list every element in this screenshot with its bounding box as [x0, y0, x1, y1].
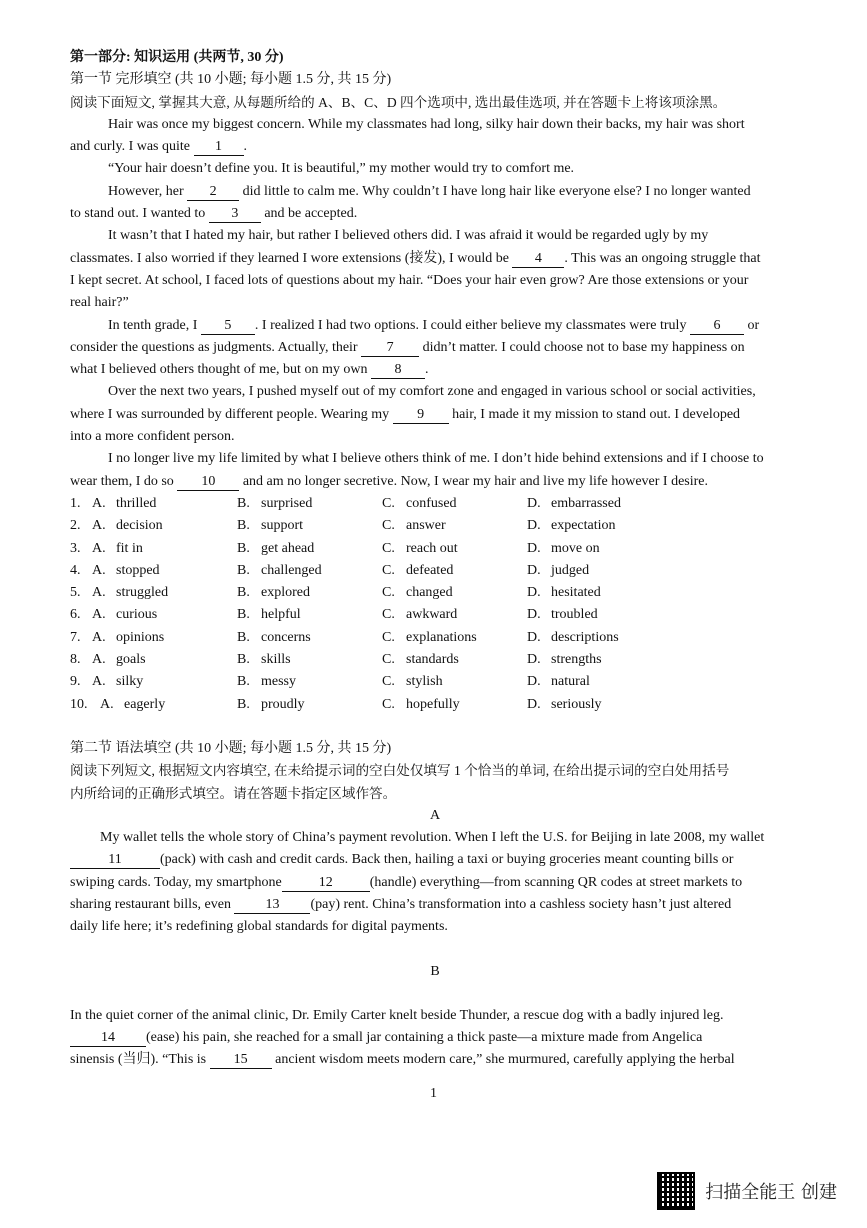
paragraph	[70, 114, 800, 136]
blank-9: 9	[393, 407, 449, 424]
option-c	[382, 627, 527, 649]
option-text: embarrassed	[551, 495, 621, 511]
option-text: troubled	[551, 607, 598, 623]
text: didn’t matter. I could choose not to base my happiness on	[419, 339, 745, 355]
text: My wallet tells the whole story of China’s payment revolution. When I left the U.S. for Beijing in late 2008, my wallet	[100, 830, 765, 846]
option-letter: D.	[527, 607, 541, 623]
blank-4: 4	[512, 251, 564, 268]
option-a	[92, 515, 237, 537]
option-text: skills	[261, 652, 291, 668]
option-row	[70, 538, 800, 560]
option-letter: D.	[527, 696, 541, 712]
text: and am no longer secretive. Now, I wear my hair and live my life however I desire.	[239, 473, 709, 489]
blank-12: 12	[282, 875, 370, 892]
option-text: expectation	[551, 518, 616, 534]
option-row	[70, 671, 800, 693]
passage-a-label: A	[429, 807, 441, 823]
section2-instructions-line2: 内所给词的正确形式填空。请在答题卡指定区域作答。	[70, 785, 397, 801]
option-d	[527, 694, 672, 716]
option-b	[237, 493, 382, 515]
option-letter: B.	[237, 629, 250, 645]
option-letter: C.	[382, 562, 395, 578]
text: .	[424, 362, 429, 378]
option-letter: D.	[527, 585, 541, 601]
text: real hair?”	[70, 295, 129, 311]
option-b	[237, 604, 382, 626]
option-letter: D.	[527, 518, 541, 534]
question-number: 9.	[70, 674, 81, 690]
option-letter: C.	[382, 629, 395, 645]
option-letter: D.	[527, 540, 541, 556]
option-text: struggled	[116, 585, 169, 601]
option-letter: A.	[92, 629, 106, 645]
option-d	[527, 582, 672, 604]
paragraph	[70, 158, 800, 180]
blank-3: 3	[209, 206, 261, 223]
paragraph	[70, 448, 800, 470]
option-row	[70, 627, 800, 649]
paragraph-line	[70, 404, 800, 426]
text: sinensis (当归). “This is	[70, 1052, 210, 1068]
paragraph-line	[70, 872, 800, 894]
section1-title: 第一节 完形填空 (共 10 小题; 每小题 1.5 分, 共 15 分)	[70, 72, 392, 88]
option-row	[70, 493, 800, 515]
text: or	[743, 317, 760, 333]
option-a	[92, 493, 237, 515]
option-letter: B.	[237, 607, 250, 623]
qr-code-icon	[657, 1172, 695, 1210]
option-text: move on	[551, 540, 600, 556]
option-row	[70, 515, 800, 537]
paragraph-line	[70, 1049, 800, 1071]
option-letter: B.	[237, 540, 250, 556]
option-text: fit in	[116, 540, 143, 556]
option-text: curious	[116, 607, 158, 623]
option-row	[70, 560, 800, 582]
option-c	[382, 538, 527, 560]
text: consider the questions as judgments. Actually, their	[70, 339, 362, 355]
option-text: goals	[116, 652, 146, 668]
text: .	[243, 139, 247, 155]
question-number: 2.	[70, 518, 81, 534]
section2-title: 第二节 语法填空 (共 10 小题; 每小题 1.5 分, 共 15 分)	[70, 740, 392, 756]
passage-b-label: B	[430, 963, 440, 979]
question-number: 4.	[70, 562, 81, 578]
question-number: 1.	[70, 495, 81, 511]
option-letter: C.	[382, 674, 395, 690]
option-c	[382, 694, 527, 716]
option-text: explored	[261, 585, 310, 601]
blank-1: 1	[194, 139, 244, 156]
text: and curly. I was quite	[70, 139, 194, 155]
paragraph-line	[70, 849, 800, 871]
option-a	[92, 604, 237, 626]
option-letter: D.	[527, 652, 541, 668]
text: hair, I made it my mission to stand out. I developed	[448, 406, 741, 422]
option-text: proudly	[261, 696, 305, 712]
question-number: 8.	[70, 652, 81, 668]
option-letter: A.	[100, 696, 114, 712]
option-text: natural	[551, 674, 590, 690]
text: where I was surrounded by different people. Wearing my	[70, 406, 393, 422]
grammar-passage-a	[70, 827, 800, 938]
option-a	[92, 671, 237, 693]
text: (handle) everything—from scanning QR codes at street markets to	[369, 874, 743, 890]
question-number: 5.	[70, 585, 81, 601]
option-c	[382, 604, 527, 626]
paragraph-line	[70, 270, 800, 292]
blank-11: 11	[70, 852, 160, 869]
paragraph-line	[70, 248, 800, 270]
text: wear them, I do so	[70, 473, 178, 489]
option-b	[237, 560, 382, 582]
option-letter: B.	[237, 562, 250, 578]
option-letter: A.	[92, 540, 106, 556]
paragraph-line	[70, 1027, 800, 1049]
option-text: answer	[406, 518, 446, 534]
option-a	[92, 649, 237, 671]
option-text: hesitated	[551, 585, 601, 601]
paragraph	[70, 1005, 800, 1027]
paragraph	[70, 827, 800, 849]
question-number: 6.	[70, 607, 81, 623]
option-row	[70, 582, 800, 604]
options-list	[70, 493, 800, 716]
option-letter: C.	[382, 495, 395, 511]
option-text: surprised	[261, 495, 313, 511]
option-text: silky	[116, 674, 144, 690]
option-d	[527, 560, 672, 582]
option-letter: D.	[527, 674, 541, 690]
text: (pay) rent. China’s transformation into a cashless society hasn’t just altered	[310, 896, 732, 912]
grammar-passage-b	[70, 1005, 800, 1072]
cloze-passage	[70, 114, 800, 493]
text: to stand out. I wanted to	[70, 206, 209, 222]
text: swiping cards. Today, my smartphone	[70, 874, 282, 890]
option-c	[382, 671, 527, 693]
option-b	[237, 515, 382, 537]
text: daily life here; it’s redefining global standards for digital payments.	[70, 919, 448, 935]
text: In tenth grade, I	[108, 317, 201, 333]
option-a	[100, 694, 237, 716]
exam-page	[70, 47, 800, 1072]
option-text: decision	[116, 518, 163, 534]
option-text: stopped	[116, 562, 160, 578]
text: . I realized I had two options. I could either believe my classmates were truly	[254, 317, 690, 333]
blank-2: 2	[187, 184, 239, 201]
paragraph-line	[70, 136, 800, 158]
option-text: awkward	[406, 607, 458, 623]
option-b	[237, 649, 382, 671]
option-text: helpful	[261, 607, 301, 623]
option-row	[70, 604, 800, 626]
option-d	[527, 604, 672, 626]
text: It wasn’t that I hated my hair, but rather I believed others did. I was afraid it would be regarded ugly by my	[108, 228, 709, 244]
option-b	[237, 627, 382, 649]
option-letter: D.	[527, 495, 541, 511]
option-a	[92, 627, 237, 649]
option-c	[382, 493, 527, 515]
paragraph	[70, 315, 800, 337]
option-letter: A.	[92, 495, 106, 511]
text: (pack) with cash and credit cards. Back then, hailing a taxi or buying groceries meant counting bills or	[160, 852, 734, 868]
text: (ease) his pain, she reached for a small jar containing a thick paste—a mixture made from Angelica	[146, 1030, 703, 1046]
option-letter: B.	[237, 495, 250, 511]
option-b	[237, 694, 382, 716]
option-text: judged	[551, 562, 590, 578]
option-b	[237, 582, 382, 604]
paragraph	[70, 381, 800, 403]
option-letter: B.	[237, 518, 250, 534]
option-letter: B.	[237, 696, 250, 712]
option-d	[527, 671, 672, 693]
option-d	[527, 627, 672, 649]
option-letter: A.	[92, 562, 106, 578]
text: Hair was once my biggest concern. While my classmates had long, silky hair down their backs, my hair was short	[108, 116, 745, 132]
text: I no longer live my life limited by what I believe others think of me. I don’t hide behind extensions and if I choose to	[108, 451, 764, 467]
option-letter: C.	[382, 585, 395, 601]
option-text: get ahead	[261, 540, 315, 556]
part-title: 第一部分: 知识运用 (共两节, 30 分)	[70, 50, 284, 65]
question-number: 7.	[70, 629, 81, 645]
option-text: eagerly	[124, 696, 166, 712]
section2-instructions-line1: 阅读下列短文, 根据短文内容填空, 在未给提示词的空白处仅填写 1 个恰当的单词, 在给出提示词的空白处用括号	[70, 763, 730, 779]
option-a	[92, 560, 237, 582]
option-text: concerns	[261, 629, 311, 645]
scanner-watermark	[657, 1172, 837, 1210]
text: . This was an ongoing struggle that	[564, 250, 761, 266]
option-letter: B.	[237, 585, 250, 601]
option-text: descriptions	[551, 629, 619, 645]
option-text: thrilled	[116, 495, 157, 511]
paragraph-line	[70, 203, 800, 225]
paragraph-line	[70, 894, 800, 916]
text: did little to calm me. Why couldn’t I have long hair like everyone else? I no longer wanted	[239, 183, 751, 199]
option-letter: A.	[92, 607, 106, 623]
text: into a more confident person.	[70, 429, 235, 445]
option-text: explanations	[406, 629, 477, 645]
option-d	[527, 515, 672, 537]
page-number: 1	[430, 1086, 437, 1101]
scanner-text: 扫描全能王 创建	[705, 1182, 837, 1203]
option-text: standards	[406, 652, 459, 668]
text: and be accepted.	[260, 206, 358, 222]
text: ancient wisdom meets modern care,” she murmured, carefully applying the herbal	[271, 1052, 735, 1068]
option-d	[527, 493, 672, 515]
option-text: hopefully	[406, 696, 460, 712]
option-letter: C.	[382, 652, 395, 668]
option-letter: D.	[527, 562, 541, 578]
option-text: reach out	[406, 540, 458, 556]
paragraph-line	[70, 471, 800, 493]
paragraph-line	[70, 292, 800, 314]
option-text: opinions	[116, 629, 165, 645]
blank-14: 14	[70, 1030, 146, 1047]
option-b	[237, 671, 382, 693]
option-text: challenged	[261, 562, 322, 578]
question-number: 10.	[70, 696, 88, 712]
option-letter: C.	[382, 540, 395, 556]
paragraph-line	[70, 426, 800, 448]
text: “Your hair doesn’t define you. It is beautiful,” my mother would try to comfort me.	[108, 161, 575, 177]
blank-5: 5	[201, 318, 255, 335]
option-text: changed	[406, 585, 453, 601]
text: Over the next two years, I pushed myself out of my comfort zone and engaged in various school or social activities,	[108, 384, 756, 400]
paragraph-line	[70, 359, 800, 381]
option-text: stylish	[406, 674, 443, 690]
blank-10: 10	[177, 474, 239, 491]
option-row	[70, 649, 800, 671]
option-text: defeated	[406, 562, 454, 578]
option-a	[92, 582, 237, 604]
paragraph	[70, 181, 800, 203]
option-letter: B.	[237, 652, 250, 668]
paragraph	[70, 225, 800, 247]
option-letter: C.	[382, 696, 395, 712]
option-b	[237, 538, 382, 560]
text: In the quiet corner of the animal clinic, Dr. Emily Carter knelt beside Thunder, a rescue dog with a badly injured leg.	[70, 1007, 724, 1023]
blank-15: 15	[210, 1052, 272, 1069]
paragraph-line	[70, 916, 800, 938]
option-c	[382, 515, 527, 537]
option-text: confused	[406, 495, 457, 511]
paragraph-line	[70, 337, 800, 359]
text: However, her	[108, 183, 188, 199]
option-letter: D.	[527, 629, 541, 645]
option-c	[382, 582, 527, 604]
option-text: seriously	[551, 696, 602, 712]
question-number: 3.	[70, 540, 81, 556]
option-letter: A.	[92, 585, 106, 601]
option-letter: A.	[92, 652, 106, 668]
option-text: support	[261, 518, 303, 534]
option-text: strengths	[551, 652, 602, 668]
option-letter: C.	[382, 518, 395, 534]
option-letter: C.	[382, 607, 395, 623]
blank-8: 8	[371, 362, 425, 379]
text: sharing restaurant bills, even	[70, 896, 235, 912]
option-d	[527, 649, 672, 671]
text: what I believed others thought of me, but on my own	[70, 362, 371, 378]
option-a	[92, 538, 237, 560]
option-text: messy	[261, 674, 296, 690]
option-c	[382, 560, 527, 582]
section1-instructions: 阅读下面短文, 掌握其大意, 从每题所给的 A、B、C、D 四个选项中, 选出最佳选项, 并在答题卡上将该项涂黑。	[70, 94, 727, 110]
blank-13: 13	[234, 897, 310, 914]
option-letter: A.	[92, 674, 106, 690]
text: I kept secret. At school, I faced lots of questions about my hair. “Does your hair even grow? Are those extensions or your	[70, 272, 749, 288]
option-d	[527, 538, 672, 560]
blank-6: 6	[690, 318, 744, 335]
option-c	[382, 649, 527, 671]
text: classmates. I also worried if they learned I wore extensions (接发), I would be	[70, 250, 513, 266]
option-letter: B.	[237, 674, 250, 690]
blank-7: 7	[361, 340, 419, 357]
option-row	[70, 694, 800, 716]
option-letter: A.	[92, 518, 106, 534]
